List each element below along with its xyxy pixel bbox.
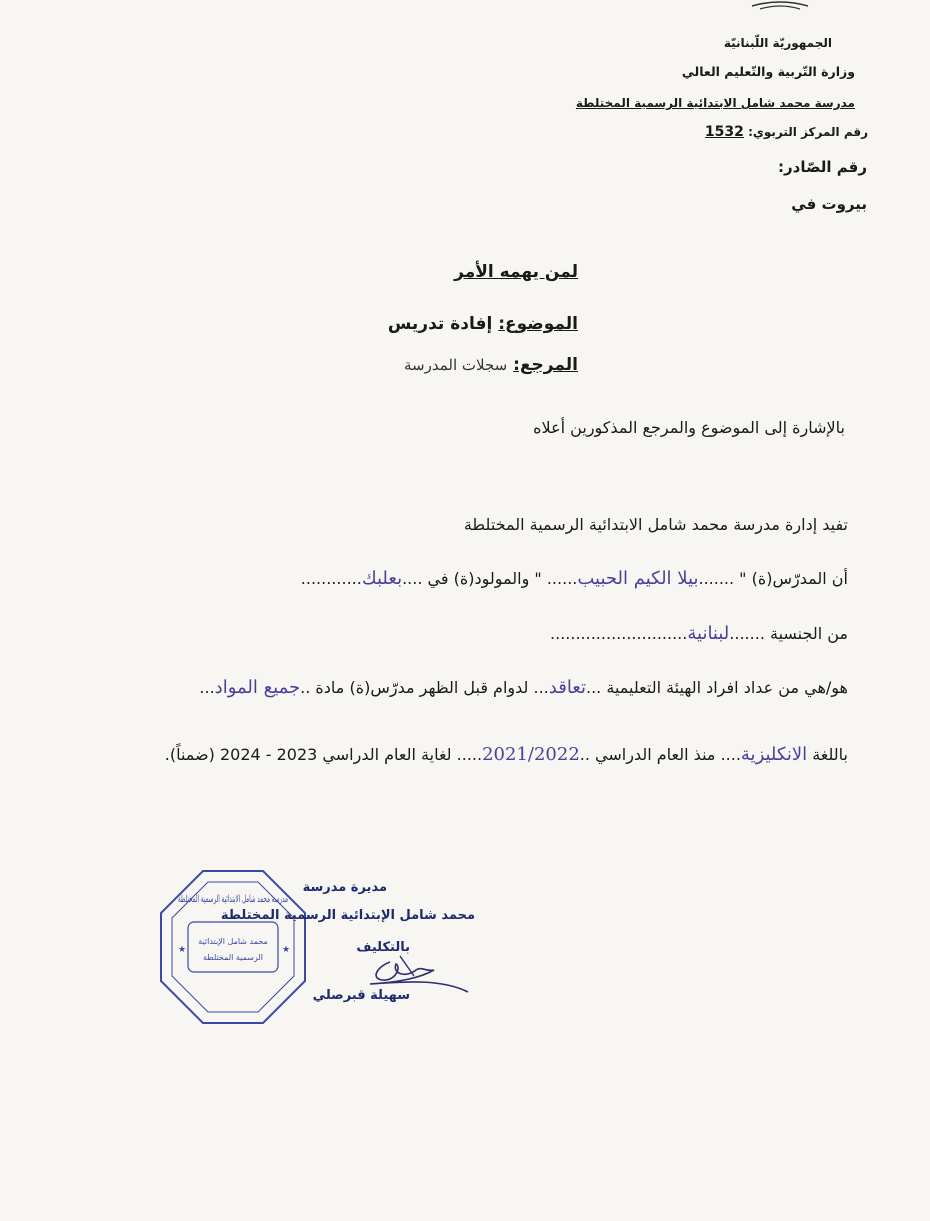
- addressee: لمن يهمه الأمر: [454, 262, 578, 282]
- reference-label: المرجع:: [513, 355, 578, 375]
- nationality-value: لبنانية: [687, 623, 730, 644]
- intro-line: بالإشارة إلى الموضوع والمرجع المذكورين أعلاه: [533, 418, 845, 437]
- body-line-1: تفيد إدارة مدرسة محمد شامل الابتدائية الرسمية المختلطة: [463, 515, 848, 534]
- stamp-outer-text: مدرسة محمد شامل الابتدائية الرسمية المختلطة: [178, 894, 288, 905]
- teacher-name: بيلا الكيم الحبيب: [577, 568, 699, 589]
- body-line-4: هو/هي من عداد افراد الهيئة التعليمية ...تعاقد... لدوام قبل الظهر مدرّس(ة) مادة ..جميع المواد...: [199, 677, 848, 698]
- letterhead-republic: الجمهوريّة اللّبنانيّة: [723, 36, 832, 50]
- signature-name: سهيلة قبرصلي: [312, 988, 410, 1003]
- handwritten-signature: [330, 948, 470, 998]
- body-line-2: أن المدرّس(ة) " .......بيلا الكيم الحبيب...... " والمولود(ة) في ....بعلبك............: [300, 568, 848, 589]
- signature-by: بالتكليف: [356, 940, 410, 955]
- language-label: باللغة: [812, 745, 848, 764]
- subject-line: [388, 314, 578, 334]
- language-value: الانكليزية: [740, 744, 808, 765]
- place-date: بيروت في: [791, 195, 867, 213]
- since-label: منذ العام الدراسي: [595, 745, 716, 764]
- reference-value: سجلات المدرسة: [403, 356, 508, 374]
- shift-label: لدوام قبل الظهر مدرّس(ة) مادة: [315, 678, 529, 697]
- subject-label: الموضوع:: [498, 314, 578, 334]
- letterhead-ministry: وزارة التّربية والتّعليم العالي: [681, 64, 855, 79]
- start-year: 2021/2022: [482, 744, 580, 765]
- reference-line: [404, 355, 578, 375]
- signature-school: محمد شامل الإبتدائية الرسمية المختلطة: [220, 908, 475, 923]
- body-line-5: باللغة الانكليزية.... منذ العام الدراسي ..2021/2022..... لغاية العام الدراسي 2023 - 2024 (ضمناً).: [164, 744, 848, 765]
- star-icon: ★: [282, 945, 291, 955]
- letterhead-school: مدرسة محمد شامل الابتدائية الرسمية المختلطة: [575, 96, 855, 110]
- outgoing-number: رقم الصّادر:: [778, 158, 867, 176]
- status-value: تعاقد: [548, 677, 586, 698]
- star-icon: ★: [178, 945, 187, 955]
- subject-value: إفادة تدريس: [387, 314, 493, 334]
- center-label: رقم المركز التربوي:: [748, 125, 868, 139]
- teacher-label: أن المدرّس(ة) ": [739, 569, 848, 588]
- staff-label: هو/هي من عداد افراد الهيئة التعليمية: [606, 678, 848, 697]
- stamp-inner-line1: محمد شامل الإبتدائية: [198, 937, 268, 946]
- nationality-label: من الجنسية: [770, 624, 848, 643]
- stamp-inner-line2: الرسمية المختلطة: [202, 953, 264, 962]
- until-label: لغاية العام الدراسي 2023 - 2024 (ضمناً).: [164, 745, 452, 764]
- emblem-icon: [748, 0, 812, 10]
- letterhead-center: [705, 124, 868, 140]
- center-code: 1532: [704, 124, 744, 140]
- school-stamp: [158, 868, 308, 1026]
- subject-taught: جميع المواد: [214, 677, 301, 698]
- birthplace-label: " والمولود(ة) في: [427, 569, 542, 588]
- signature-title: مديرة مدرسة: [302, 880, 387, 895]
- body-line-3: من الجنسية .......لبنانية...........................: [550, 623, 848, 644]
- birthplace-value: بعلبك: [361, 568, 403, 589]
